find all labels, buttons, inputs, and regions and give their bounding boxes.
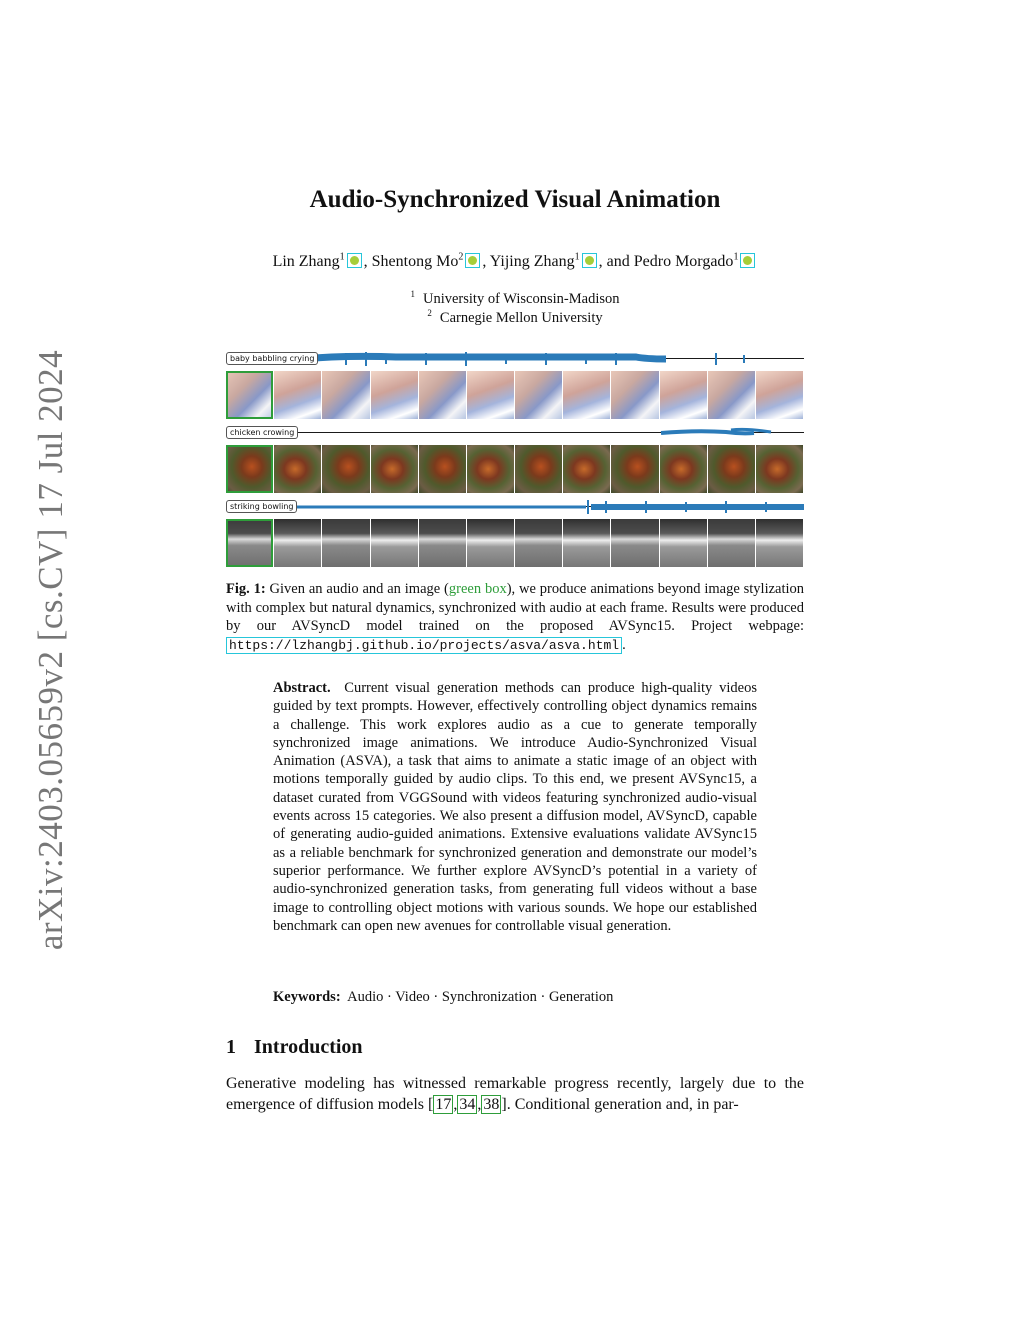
audio-track — [226, 349, 804, 369]
orcid-icon[interactable] — [347, 253, 362, 268]
citation-link[interactable]: 38 — [483, 1096, 500, 1113]
frame-strip — [226, 445, 804, 493]
intro-paragraph: Generative modeling has witnessed remarkable progress recently, largely due to the emergence of diffusion models [ 17 , 34 , 38 ]. Conditional generation and, in par- — [226, 1075, 804, 1113]
author: Yijing Zhang$^1$ , and — [489, 252, 634, 271]
project-url-link[interactable]: https://lzhangbj.github.io/projects/asva/asva.html — [226, 637, 622, 654]
frame-strip — [226, 519, 804, 567]
arxiv-side-identifier — [30, 349, 72, 951]
teaser-figure — [226, 349, 804, 571]
arxiv-id-text: arXiv:2403.05659v2 [cs.CV] 17 Jul 2024 — [31, 349, 70, 951]
input-frame — [226, 445, 273, 493]
audio-track — [226, 497, 804, 517]
author: Pedro Morgado$^1$ — [634, 253, 758, 270]
author-list — [0, 252, 1024, 271]
caption-label: Fig. 1: — [226, 581, 266, 597]
abstract — [273, 679, 757, 935]
orcid-icon[interactable] — [465, 253, 480, 268]
citation-link[interactable]: 34 — [459, 1096, 476, 1113]
audio-track — [226, 423, 804, 443]
waveform-icon — [226, 423, 804, 443]
section-title: Introduction — [254, 1036, 363, 1058]
affiliation: $^2$ Carnegie Mellon University — [427, 308, 603, 326]
input-frame — [226, 519, 273, 567]
keywords-text: Audio · Video · Synchronization · Generation — [347, 989, 614, 1005]
abstract-text: Current visual generation methods can produce high-quality videos guided by text prompts. However, effectively controlling object dynamics remains a challenge. This work explores audio as a cue to generate temporally synchronized image animations. We introduce Audio-Synchronized Visual Animation (ASVA), a task that aims to animate a static image of an object with motions temporally guided by audio clips. To this end, we present AVSync15, a dataset curated from VGGSound with videos featuring synchronized audio-visual events across 15 categories. We also present a diffusion model, AVSyncD, capable of generating audio-guided animations. Extensive evaluations validate AVSync15 as a reliable benchmark for synchronized generation and demonstrate our model’s superior performance. We further explore AVSyncD’s potential in a variety of audio-synchronized generation tasks, from generating full videos without a base image to controlling object motions with various sounds. We hope our established benchmark can open new avenues for controllable visual generation. — [273, 680, 757, 934]
author: Lin Zhang$^1$ , — [272, 252, 372, 271]
caption-highlight: green box — [448, 581, 507, 597]
keywords-label: Keywords: — [273, 989, 341, 1005]
abstract-label: Abstract. — [273, 680, 331, 696]
audio-label: chicken crowing — [226, 426, 298, 439]
keywords — [273, 989, 757, 1006]
orcid-icon[interactable] — [740, 253, 755, 268]
input-frame — [226, 371, 273, 419]
citation-link[interactable]: 17 — [435, 1096, 452, 1113]
paper-title: Audio-Synchronized Visual Animation — [309, 186, 721, 213]
section-heading — [226, 1036, 363, 1059]
waveform-icon — [226, 497, 804, 517]
figure-caption: Fig. 1: Given an audio and an image (green box), we produce animations beyond image stylization with complex but natural dynamics, synchronized with audio at each frame. Results were produced by our AVSyncD model trained on the proposed AVSync15. Project webpage: https://lzhangbj.github.io/projects/asva/asva.html . — [226, 581, 805, 653]
author: Shentong Mo$^2$ , — [371, 252, 490, 271]
orcid-icon[interactable] — [582, 253, 597, 268]
affiliation: $^1$ University of Wisconsin-Madison — [410, 289, 620, 307]
audio-label: baby babbling crying — [226, 352, 318, 365]
section-number: 1 — [226, 1036, 236, 1058]
frame-strip — [226, 371, 804, 419]
audio-label: striking bowling — [226, 500, 297, 513]
